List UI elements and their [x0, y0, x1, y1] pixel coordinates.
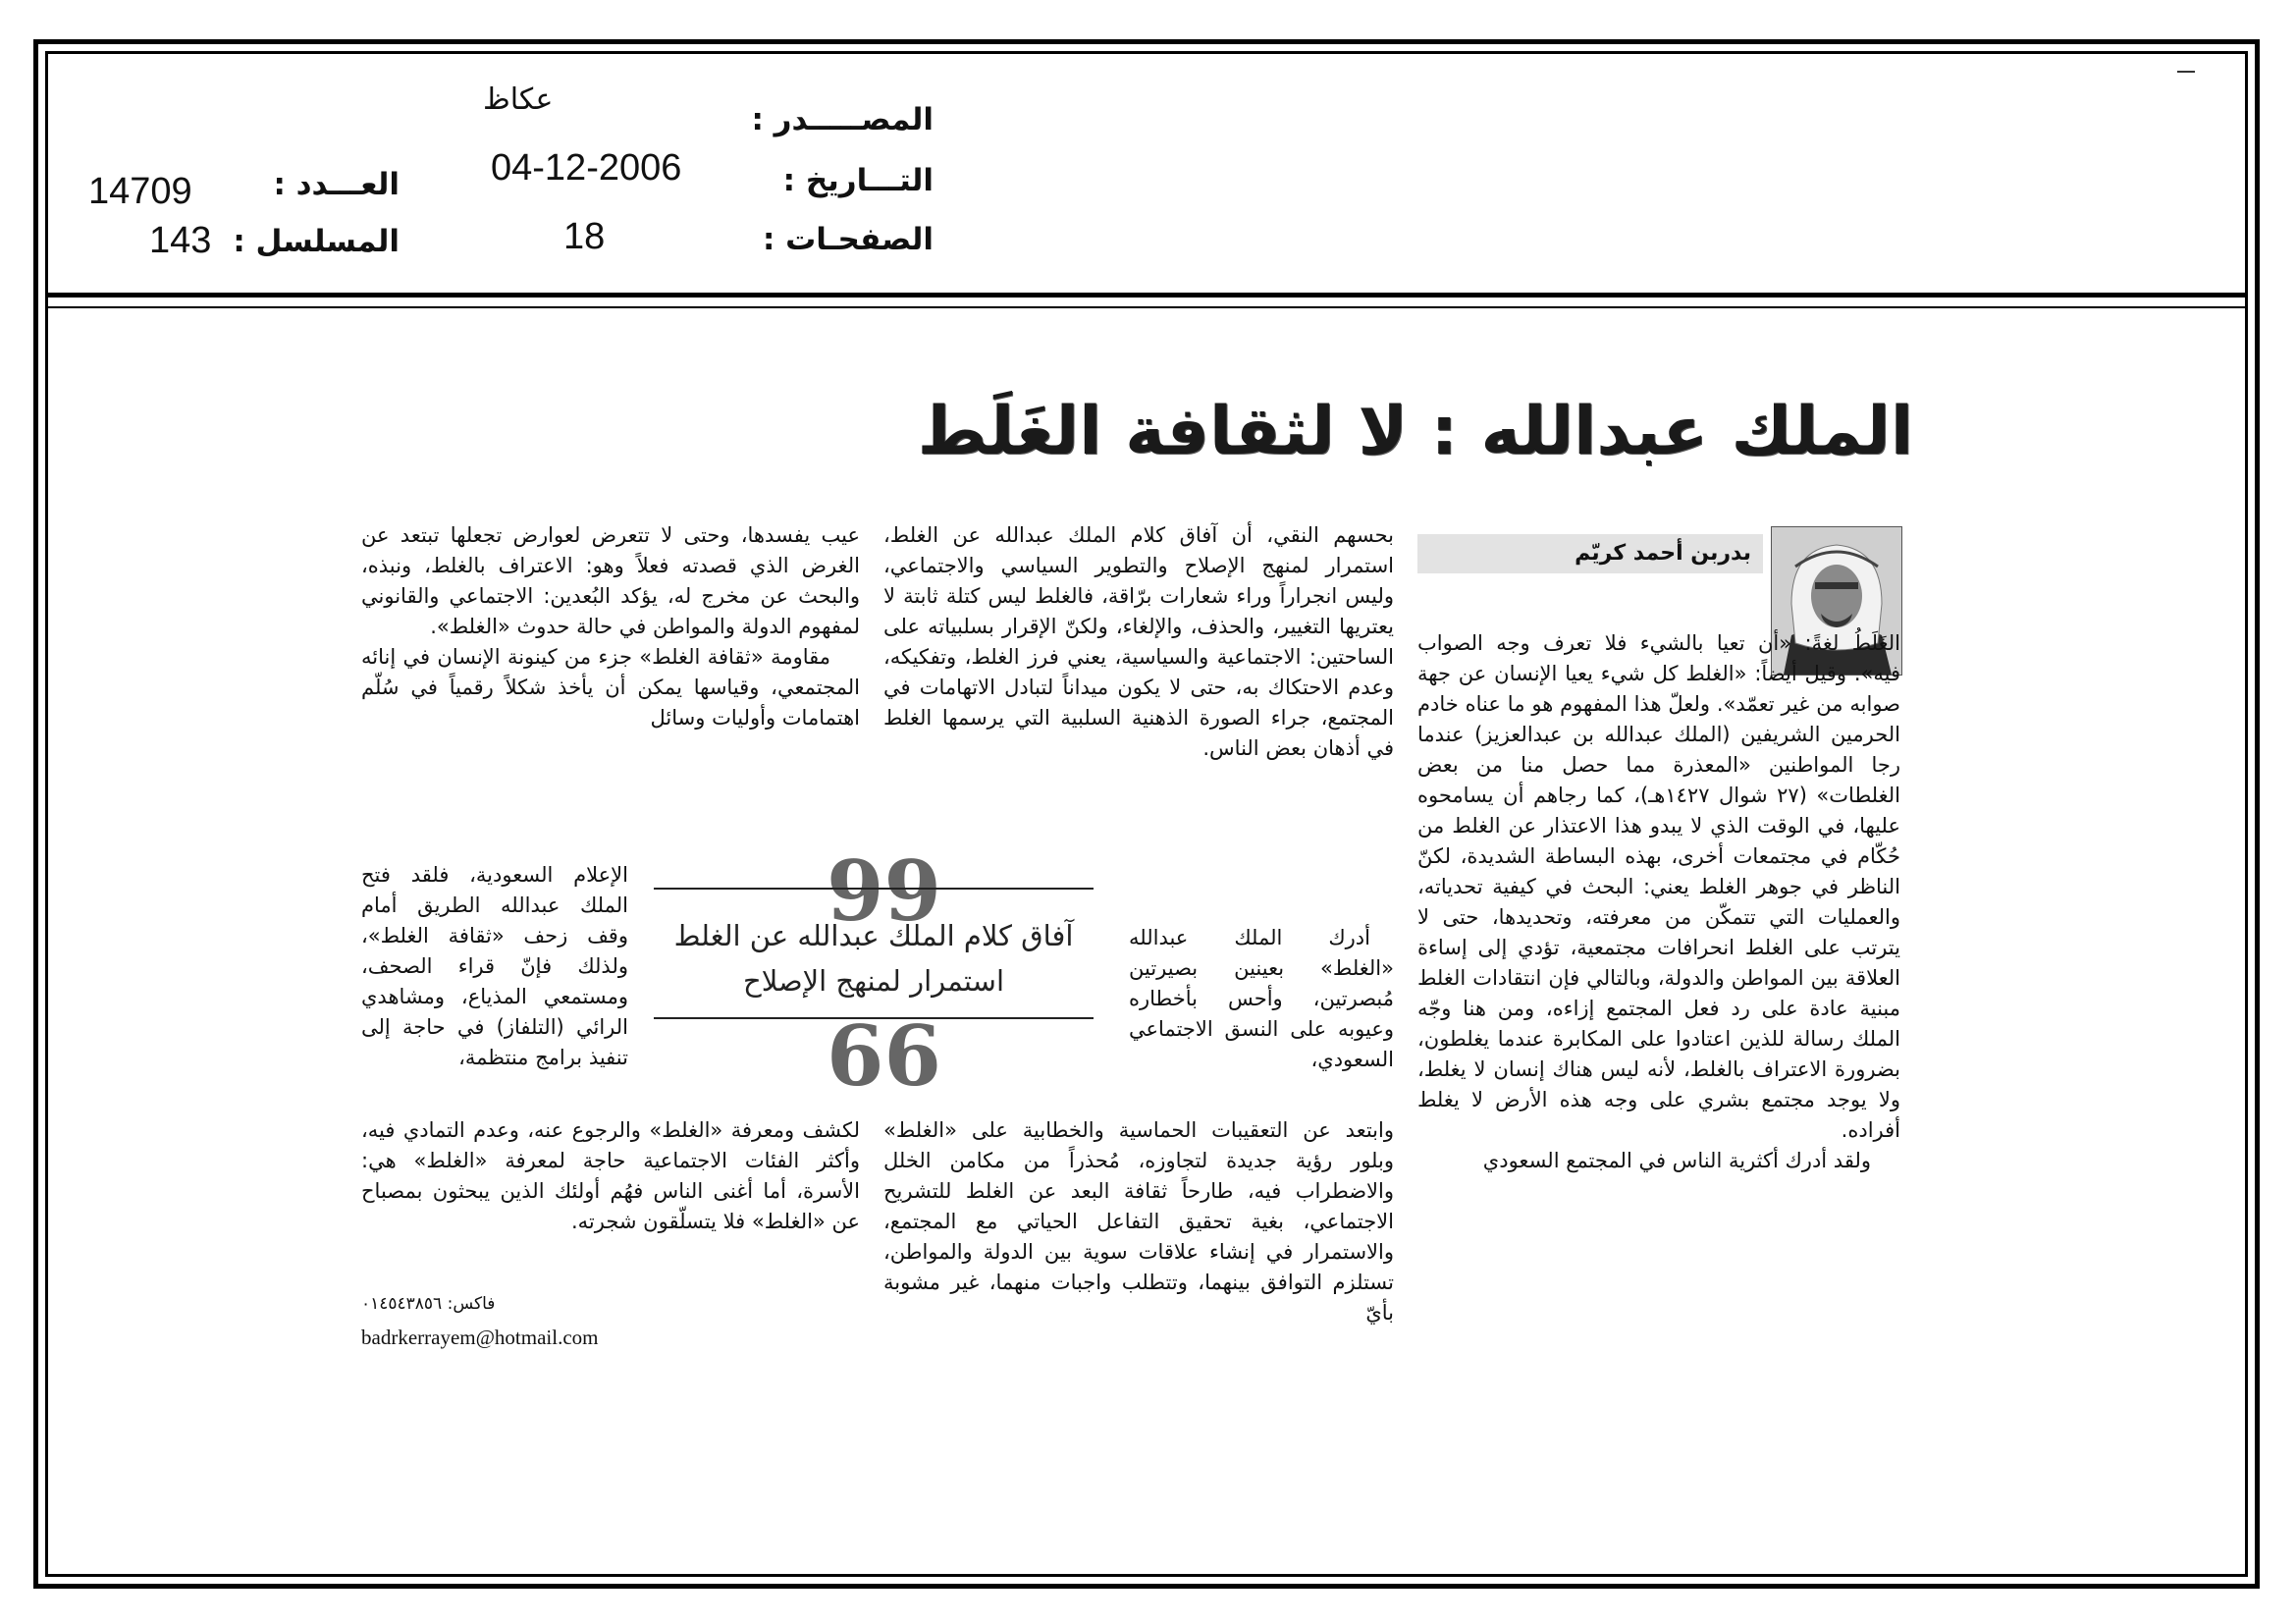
article-column-3-bottom [361, 1115, 860, 1237]
article-paragraph: وابتعد عن التعقيبات الحماسية والخطابية على «الغلط» وبلور رؤية جديدة لتجاوزه، مُحذراً من مكامن الخلل والاضطراب فيه، طارحاً ثقافة البعد عن الغلط للتشريح الاجتماعي، بغية تحقيق التفاعل الحياتي مع المجتمع، والاستمرار في إنشاء علاقات سوية بين الدولة والمواطن، تستلزم التوافق بينهما، وتتطلب واجبات منهما، غير مشوبة بأيّ [883, 1118, 1394, 1325]
author-email[interactable]: badrkerrayem@hotmail.com [361, 1326, 599, 1349]
issue-value: 14709 [88, 171, 192, 212]
article-column-2-side [1129, 923, 1394, 1075]
article-title: الملك عبدالله : لا لثقافة الغَلَط [917, 393, 1913, 470]
article-column-2-bottom [883, 1115, 1394, 1328]
article-paragraph: عيب يفسدها، وحتى لا تتعرض لعوارض تجعلها تبتعد عن الغرض الذي قصدته فعلاً وهو: الاعتراف بالغلط، ونبذه، والبحث عن مخرج له، يؤكد البُعدين: الاجتماعي والقانوني لمفهوم الدولة والمواطن في حالة حدوث «الغلط». [361, 523, 860, 638]
corner-mark [2177, 71, 2195, 73]
article-column-3-side [361, 860, 628, 1073]
article-column-2-top [883, 520, 1394, 764]
pages-value: 18 [563, 216, 606, 257]
article-paragraph: بحسهم النقي، أن آفاق كلام الملك عبدالله عن الغلط، استمرار لمنهج الإصلاح والتطوير السياسي والاجتماعي، وليس انجراراً وراء شعارات برّاقة، فالغلط ليس كتلة ثابتة لا يعتريها التغيير، والحذف، والإلغاء، ولكنّ الإقرار بسلبياته على الساحتين: الاجتماعية والسياسية، يعني فرز الغلط، وتفكيكه، وعدم الاحتكاك به، حتى لا يكون ميداناً لتبادل الاتهامات في المجتمع، جراء الصورة الذهنية السلبية التي يرسمها الغلط في أذهان بعض الناس. [883, 523, 1394, 760]
date-value: 04-12-2006 [491, 147, 682, 189]
article-paragraph: الغَلَطُ لغةً: «أن تعيا بالشيء فلا تعرف وجه الصواب فيه». وقيل أيضاً: «الغلط كل شيء يعيا الإنسان عن جهة صوابه من غير تعمّد». ولعلّ هذا المفهوم هو ما عناه خادم الحرمين الشريفين (الملك عبدالله بن عبدالعزيز) عندما رجا المواطنين «المعذرة مما حصل منا من بعض الغلطات» (٢٧ شوال ١٤٢٧هـ)، كما رجاهم أن يسامحوه عليها، في الوقت الذي لا يبدو هذا الاعتذار عن الغلط من حُكّام في مجتمعات أخرى، بهذه البساطة الشديدة، لكنّ الناظر في جوهر الغلط يعني: البحث في كيفية تحدياته، والعمليات التي تتمكّن من معرفته، وتحديدها، حتى لا يترتب على الغلط انحرافات مجتمعية، تؤدي إلى إساءة العلاقة بين المواطن والدولة، وبالتالي فإن انتقادات الغلط مبنية عادة على رد فعل المجتمع إزاءه، ومن هنا وجّه الملك رسالة للذين اعتادوا على المكابرة عندما يغلطون، بضرورة الاعتراف بالغلط، لأنه ليس هناك إنسان لا يغلط، ولا يوجد مجتمع بشري على وجه هذه الأرض لا يغلط أفراده. [1417, 631, 1900, 1142]
article-paragraph: ولقد أدرك أكثرية الناس في المجتمع السعودي [1482, 1149, 1871, 1172]
source-value: عكاظ [483, 82, 554, 117]
date-label: التـــاريخ : [782, 163, 934, 198]
serial-value: 143 [149, 220, 212, 261]
article-byline: بدربن أحمد كريّم [1417, 534, 1763, 573]
pull-quote-line-2: استمرار لمنهج الإصلاح [742, 964, 1005, 998]
article-paragraph: الإعلام السعودية، فلقد فتح الملك عبدالله الطريق أمام وقف زحف «ثقافة الغلط»، ولذلك فإنّ قراء الصحف، ومستمعي المذياع، ومشاهدي الرائي (التلفاز) في حاجة إلى تنفيذ برامج منتظمة، [361, 863, 628, 1069]
author-fax: فاكس: ٠١٤٥٤٣٨٥٦ [361, 1294, 496, 1314]
header-separator [45, 293, 2248, 298]
article-paragraph: مقاومة «ثقافة الغلط» جزء من كينونة الإنسان في إنائه المجتمعي، وقياسها يمكن أن يأخذ شكلاً رقمياً في سُلّم اهتمامات وأوليات وسائل [361, 645, 860, 730]
article-column-3-top [361, 520, 860, 733]
pages-label: الصفحـات : [762, 222, 934, 257]
pull-quote [654, 842, 1094, 1105]
pull-quote-top-rule [654, 888, 1094, 890]
source-label: المصـــــدر : [751, 102, 934, 137]
serial-label: المسلسل : [233, 224, 400, 259]
pull-quote-line-1: آفاق كلام الملك عبدالله عن الغلط [673, 919, 1074, 952]
article-paragraph: أدرك الملك عبدالله «الغلط» بعينين بصيرتين مُبصرتين، وأحس بأخطاره وعيوبه على النسق الاجتماعي السعودي، [1129, 926, 1394, 1071]
article-paragraph: لكشف ومعرفة «الغلط» والرجوع عنه، وعدم التمادي فيه، وأكثر الفئات الاجتماعية حاجة لمعرفة «الغلط» هي: الأسرة، أما أغنى الناس فهُم أولئك الذين يبحثون بمصباح عن «الغلط» فلا يتسلّقون شجرته. [361, 1118, 860, 1233]
article-column-1-text [1417, 628, 1900, 1176]
header-separator-thin [45, 306, 2248, 308]
quote-open-icon: 99 [827, 842, 941, 940]
quote-close-icon: 66 [827, 1007, 941, 1105]
issue-label: العـــدد : [273, 167, 400, 202]
